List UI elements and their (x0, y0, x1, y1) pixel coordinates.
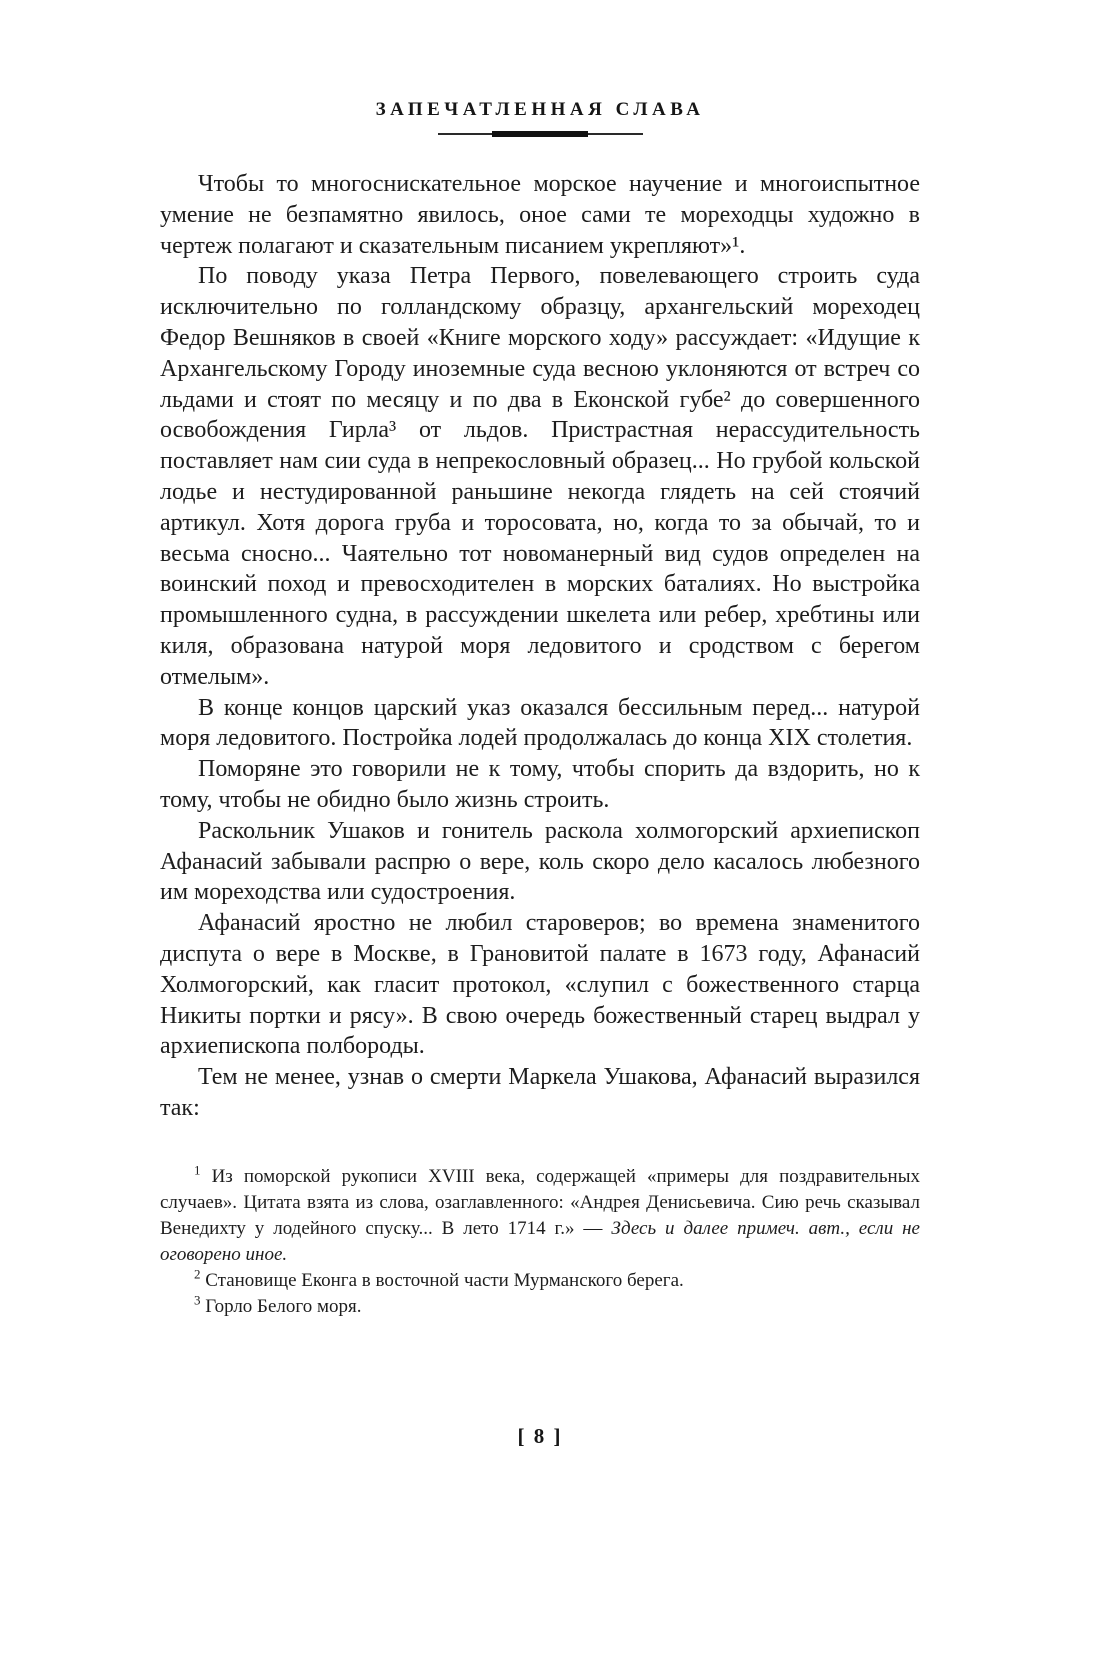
footnote-text: Из поморской рукописи XVIII века, содержащей «примеры для поздравительных случаев». Цитата взята из слова, озаглавленного: «Андрея Денисьевича. Сию речь сказывал Венедихту у лодейного спуску... В лето 1714 г.» — (160, 1165, 920, 1239)
page-number: [ 8 ] (517, 1424, 563, 1448)
paragraph: По поводу указа Петра Первого, повелевающего строить суда исключительно по голландскому образцу, архангельский мореходец Федор Вешняков в своей «Книге морского ходу» рассуждает: «Идущие к Архангельскому Городу иноземные суда весною уклоняются от встреч со льдами и стоят по месяцу и по два в Еконской губе² до совершенного освобождения Гирла³ от льдов. Пристрастная нерассудительность поставляет нам сии суда в непрекословный образец... Но грубой кольской лодье и нестудированной раньшине некогда глядеть на сей стоячий артикул. Хотя дорога груба и торосовата, но, когда то за обычай, то и весьма сносно... Чаятельно тот новоманерный вид судов определен на воинский поход и превосходителен в морских баталиях. Но выстройка промышленного судна, в рассуждении шкелета или ребер, хребтины или киля, образована натурой моря ледовитого и сродством с берегом отмелым». (160, 263, 920, 690)
body-text (160, 169, 920, 1124)
running-head: ЗАПЕЧАТЛЕННАЯ СЛАВА (375, 99, 705, 120)
paragraph: Раскольник Ушаков и гонитель раскола холмогорский архиепископ Афанасий забывали распрю о вере, коль скоро дело касалось любезного им мореходства или судостроения. (160, 817, 920, 906)
footnote-item (160, 1164, 920, 1268)
footnote-marker: 3 (194, 1292, 201, 1308)
header-divider (438, 133, 643, 135)
footnote-item (160, 1294, 920, 1320)
footnotes-block (160, 1164, 920, 1320)
paragraph: Афанасий яростно не любил староверов; во времена знаменитого диспута о вере в Москве, в Грановитой палате в 1673 году, Афанасий Холмогорский, как гласит протокол, «слупил с божественного старца Никиты портки и рясу». В свою очередь божественный старец выдрал у архиепископа полбороды. (160, 910, 920, 1060)
footnote-text: Горло Белого моря. (205, 1295, 362, 1317)
footnote-item (160, 1268, 920, 1294)
footnote-text: Становище Еконга в восточной части Мурманского берега. (205, 1269, 684, 1291)
footnote-marker: 1 (194, 1162, 201, 1178)
paragraph: Тем не менее, узнав о смерти Маркела Ушакова, Афанасий выразился так: (160, 1064, 920, 1121)
header-divider-thick-bar (492, 131, 588, 137)
paragraph: Поморяне это говорили не к тому, чтобы спорить да вздорить, но к тому, чтобы не обидно было жизнь строить. (160, 756, 920, 813)
paragraph: Чтобы то многоснискательное морское научение и многоиспытное умение не безпамятно явилось, оное сами те мореходцы художно в чертеж полагают и сказательным писанием укрепляют»¹. (160, 171, 920, 259)
footnote-author-note: Здесь и далее примеч. авт., если не оговорено иное. (160, 1217, 920, 1265)
paragraph: В конце концов царский указ оказался бессильным перед... натурой моря ледовитого. Постройка лодей продолжалась до конца XIX столетия. (160, 694, 920, 752)
footnote-marker: 2 (194, 1266, 201, 1282)
